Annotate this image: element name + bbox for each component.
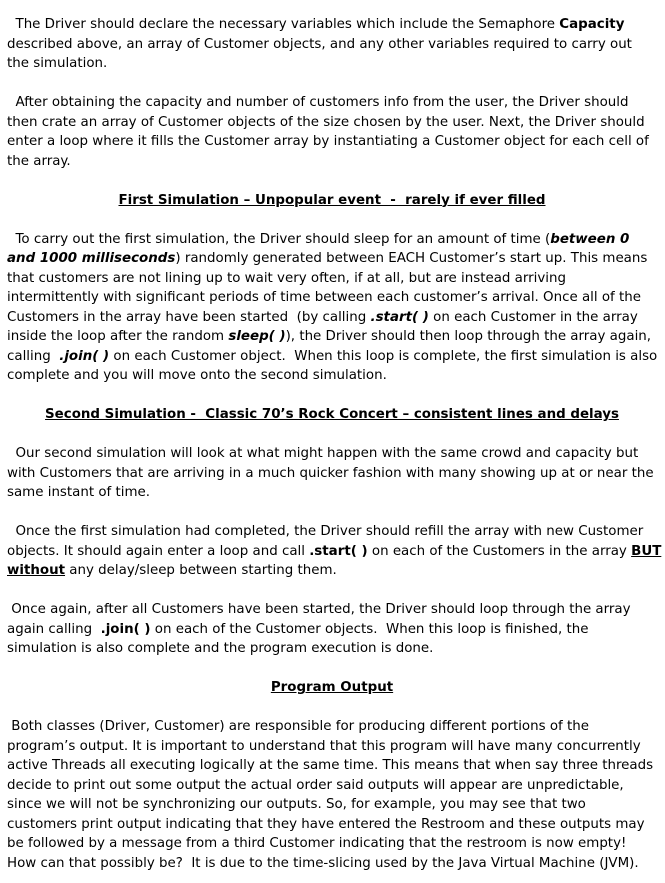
heading-program-output: Program Output [270,680,394,695]
text-line: Once the first simulation had completed, the Driver should refill the array with new Customer [7,524,644,539]
text-line: and 1000 milliseconds) randomly generated between EACH Customer’s start up. This means [7,251,648,266]
text-line: that customers are not lining up to wait very often, if at all, but are instead arriving [7,270,566,286]
text-line: since we will not be synchronizing our outputs. So, for example, you may see that two [7,797,586,812]
text-line: Both classes (Driver, Customer) are responsible for producing different portions of the [7,719,589,734]
capacity-term: Capacity [559,17,625,32]
text-line: without any delay/sleep between starting them. [7,563,337,578]
document-body [7,0,662,873]
text-line: complete and you will move onto the second simulation. [7,368,387,383]
text-line: active Threads all executing logically at the same time. This means that when say three threads [7,758,654,773]
text-line: the simulation. [7,56,108,71]
paragraph-driver-variables [7,15,657,74]
text-line: After obtaining the capacity and number of customers info from the user, the Driver should [7,95,629,110]
text-line: customers print output indicating that they have entered the Restroom and these outputs may [7,816,645,832]
paragraph-refill-array [7,522,662,581]
paragraph-capacity-info [7,93,657,171]
heading-second-simulation: Second Simulation - Classic 70’s Rock Concert – consistent lines and delays [45,407,619,422]
text-line: How can that possibly be? It is due to the time-slicing used by the Java Virtual Machine (JVM). [7,855,639,871]
text-line: objects. It should again enter a loop and call .start( ) on each of the Customers in the array BUT [7,543,662,559]
text-line: decide to print out some output the actual order said outputs will appear are unpredictable, [7,777,624,793]
text-line: program’s output. It is important to understand that this program will have many concurrently [7,738,641,754]
heading-first-simulation: First Simulation – Unpopular event - rarely if ever filled [118,192,546,208]
paragraph-second-simulation [7,444,657,503]
text-line: enter a loop where it fills the Customer array by instantiating a Customer object for each cell of [7,134,649,149]
text-line: calling .join( ) on each Customer object. When this loop is complete, the first simulation is also [7,348,658,364]
text-line: To carry out the first simulation, the Driver should sleep for an amount of time (between 0 [7,231,630,247]
paragraph-first-simulation [7,230,657,386]
text-line: described above, an array of Customer objects, and any other variables required to carry out [7,36,632,52]
text-line: be followed by a message from a third Customer indicating that the restroom is now empty! [7,836,627,851]
text-line: Once again, after all Customers have been started, the Driver should loop through the array [7,602,631,617]
paragraph-join-loop [7,600,657,659]
text-line: intermittently with significant periods of time between each customer’s arrival. Once all of the [7,290,641,305]
text-line: inside the loop after the random sleep( )), the Driver should then loop through the array again, [7,329,652,344]
text-line: then crate an array of Customer objects of the size chosen by the user. Next, the Driver should [7,114,645,130]
text-line: Customers in the array have been started (by calling .start( ) on each Customer in the array [7,309,638,325]
text-line: again calling .join( ) on each of the Customer objects. When this loop is finished, the [7,621,589,637]
text-line: The Driver should declare the necessary variables which include the Semaphore Capacity [7,17,625,32]
text-line: Our second simulation will look at what might happen with the same crowd and capacity but [7,446,639,461]
paragraph-program-output [7,717,657,873]
text-line: simulation is also complete and the program execution is done. [7,641,434,656]
text-line: with Customers that are arriving in a much quicker fashion with many showing up at or near the [7,465,654,481]
text-line: same instant of time. [7,485,151,500]
text-line: the array. [7,153,71,169]
